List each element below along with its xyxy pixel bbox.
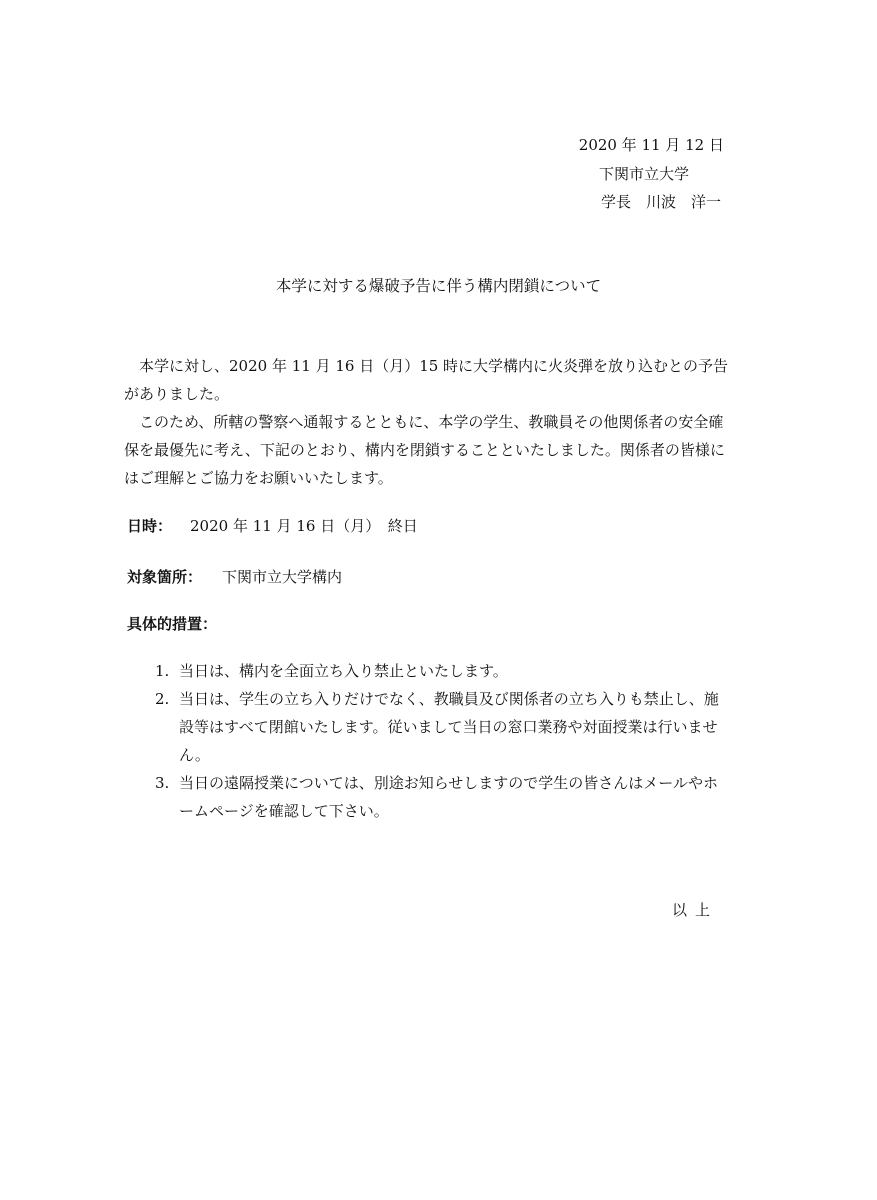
datetime-value: 2020 年 11 月 16 日（月） 終日 <box>190 517 418 535</box>
paragraph-1: 本学に対し、2020 年 11 月 16 日（月）15 時に大学構内に火炎弾を放り込むとの予告がありました。 <box>124 357 729 403</box>
list-item-text: 当日は、学生の立ち入りだけでなく、教職員及び関係者の立ち入りも禁止し、施設等はすべて閉館いたします。従いまして当日の窓口業務や対面授業は行いません。 <box>179 690 719 764</box>
university-name: 下関市立大学 <box>599 165 690 183</box>
list-item-number: 2. <box>155 690 170 708</box>
body-text <box>124 352 732 492</box>
list-item <box>155 769 725 825</box>
list-item-text: 当日は、構内を全面立ち入り禁止といたします。 <box>179 662 508 680</box>
list-item-text: 当日の遠隔授業については、別途お知らせしますので学生の皆さんはメールやホームページを確認して下さい。 <box>179 774 718 820</box>
document-title: 本学に対する爆破予告に伴う構内閉鎖について <box>275 277 602 295</box>
list-item-number: 3. <box>155 774 170 792</box>
paragraph-2: このため、所轄の警察へ通報するとともに、本学の学生、教職員その他関係者の安全確保を最優先に考え、下記のとおり、構内を閉鎖することといたしました。関係者の皆様にはご理解とご協力をお願いいたします。 <box>124 413 725 487</box>
closing-mark: 以上 <box>672 901 719 919</box>
measures-list <box>155 657 725 825</box>
measures-heading <box>127 613 217 634</box>
datetime-row <box>127 515 418 536</box>
president-name: 学長 川波 洋一 <box>601 193 722 211</box>
list-item <box>155 657 725 685</box>
datetime-label: 日時： <box>127 517 173 535</box>
list-item-number: 1. <box>155 662 170 680</box>
place-label: 対象箇所： <box>127 568 203 586</box>
place-value: 下関市立大学構内 <box>222 568 343 586</box>
issue-date: 2020 年 11 月 12 日 <box>578 136 724 154</box>
list-item <box>155 685 725 769</box>
measures-label: 具体的措置： <box>127 615 218 633</box>
place-row <box>127 566 342 587</box>
